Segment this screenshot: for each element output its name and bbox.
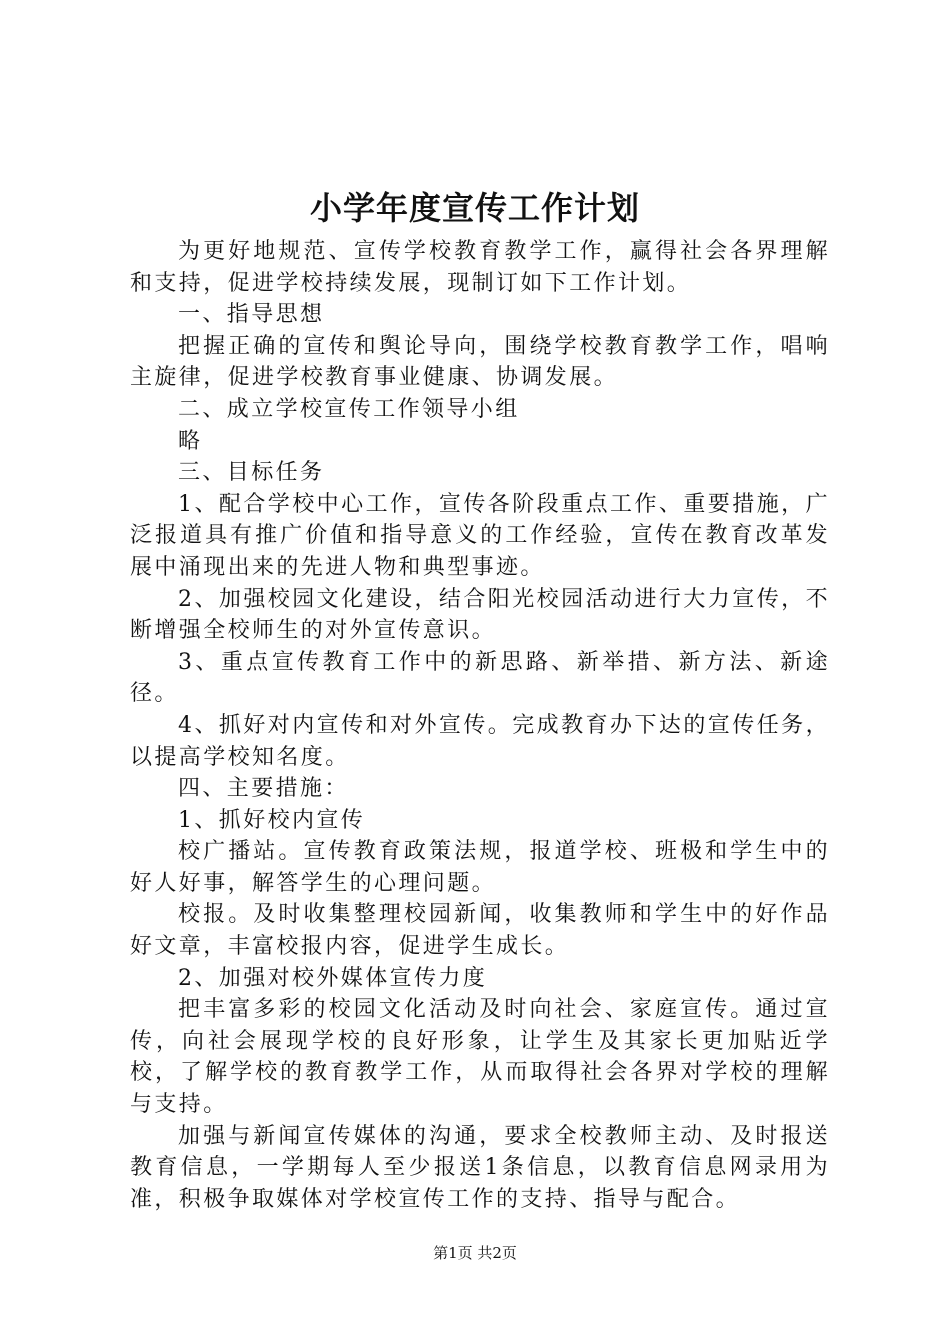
intro-paragraph: 为更好地规范、宣传学校教育教学工作，赢得社会各界理解和支持，促进学校持续发展，现制订如下工作计划。	[130, 239, 830, 296]
list-item: 4、抓好对内宣传和对外宣传。完成教育办下达的宣传任务，以提高学校知名度。	[130, 712, 830, 770]
section-heading: 二、成立学校宣传工作领导小组	[178, 396, 520, 422]
body-paragraph: 略	[178, 428, 203, 454]
subsection-heading: 2、加强对校外媒体宣传力度	[178, 965, 488, 991]
subsection-heading: 1、抓好校内宣传	[178, 807, 366, 833]
document-title: 小学年度宣传工作计划	[309, 189, 640, 227]
list-item: 3、重点宣传教育工作中的新思路、新举措、新方法、新途径。	[130, 649, 830, 707]
page-number-footer: 第1页 共2页	[433, 1244, 517, 1262]
section-heading: 一、指导思想	[178, 302, 325, 328]
document-body	[130, 236, 830, 1215]
section-heading: 四、主要措施：	[178, 776, 349, 802]
body-paragraph: 把握正确的宣传和舆论导向，围绕学校教育教学工作，唱响主旋律，促进学校教育事业健康、协调发展。	[130, 333, 830, 391]
body-paragraph: 把丰富多彩的校园文化活动及时向社会、家庭宣传。通过宣传，向社会展现学校的良好形象，让学生及其家长更加贴近学校，了解学校的教育教学工作，从而取得社会各界对学校的理解与支持。	[130, 997, 830, 1118]
body-paragraph: 加强与新闻宣传媒体的沟通，要求全校教师主动、及时报送教育信息，一学期每人至少报送1条信息，以教育信息网录用为准，积极争取媒体对学校宣传工作的支持、指导与配合。	[130, 1123, 830, 1212]
section-heading: 三、目标任务	[178, 460, 325, 486]
body-paragraph: 校报。及时收集整理校园新闻，收集教师和学生中的好作品好文章，丰富校报内容，促进学生成长。	[130, 902, 830, 960]
list-item: 2、加强校园文化建设，结合阳光校园活动进行大力宣传，不断增强全校师生的对外宣传意识。	[130, 586, 830, 644]
body-paragraph: 校广播站。宣传教育政策法规，报道学校、班极和学生中的好人好事，解答学生的心理问题。	[130, 839, 830, 896]
list-item: 1、配合学校中心工作，宣传各阶段重点工作、重要措施，广泛报道具有推广价值和指导意义的工作经验，宣传在教育改革发展中涌现出来的先进人物和典型事迹。	[130, 491, 830, 580]
